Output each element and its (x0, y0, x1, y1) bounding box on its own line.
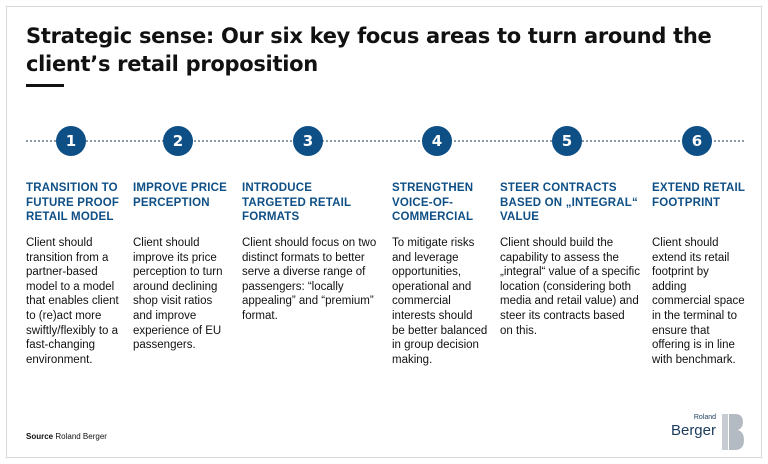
step-2-number: 2 (163, 126, 193, 156)
title-underline (26, 84, 64, 87)
timeline-dotted-line (26, 140, 744, 142)
page-title: Strategic sense: Our six key focus areas to turn around the client’s retail proposition (26, 24, 712, 76)
step-6-body: Client should extend its retail footprint by adding commercial space in the terminal to ensure that offering is in line with benchmark. (652, 237, 745, 366)
step-5-body: Client should build the capability to assess the „integral“ value of a specific location (considering both media and retail value) and steer its contracts based on this. (500, 237, 640, 337)
logo-big-text: Berger (670, 422, 716, 439)
step-6-heading: EXTEND RETAIL FOOTPRINT (652, 182, 745, 209)
step-4-body: To mitigate risks and leverage opportunities, operational and commercial interests should be better balanced in group decision making. (392, 237, 488, 366)
step-4-heading: STRENGTHEN VOICE-OF-COMMERCIAL (392, 182, 474, 223)
source-note (26, 432, 107, 441)
step-4-number: 4 (422, 126, 452, 156)
step-6-number: 6 (682, 126, 712, 156)
step-1-body: Client should transition from a partner-based model to a model that enables client to (re)act more swiftly/flexibly to a fast-changing environment. (26, 237, 119, 366)
step-1-heading: TRANSITION TO FUTURE PROOF RETAIL MODEL (26, 182, 120, 223)
source-label: Source (26, 432, 54, 441)
source-text: Roland Berger (55, 432, 107, 441)
step-3-number: 3 (293, 126, 323, 156)
logo-small-text: Roland (693, 414, 716, 421)
roland-berger-logo (670, 414, 746, 452)
step-1-number: 1 (56, 126, 86, 156)
step-2-body: Client should improve its price perception to turn around declining shop visit ratios and improve experience of EU passengers. (133, 237, 223, 352)
step-5-number: 5 (552, 126, 582, 156)
step-3-heading: INTRODUCE TARGETED RETAIL FORMATS (242, 182, 352, 223)
logo-mark-icon (722, 414, 744, 450)
step-3-body: Client should focus on two distinct formats to better serve a diverse range of passengers: “locally appealing” and “premium” format. (242, 237, 377, 322)
step-2-heading: IMPROVE PRICE PERCEPTION (133, 182, 227, 209)
step-5-heading: STEER CONTRACTS BASED ON „INTEGRAL“ VALUE (500, 182, 638, 223)
